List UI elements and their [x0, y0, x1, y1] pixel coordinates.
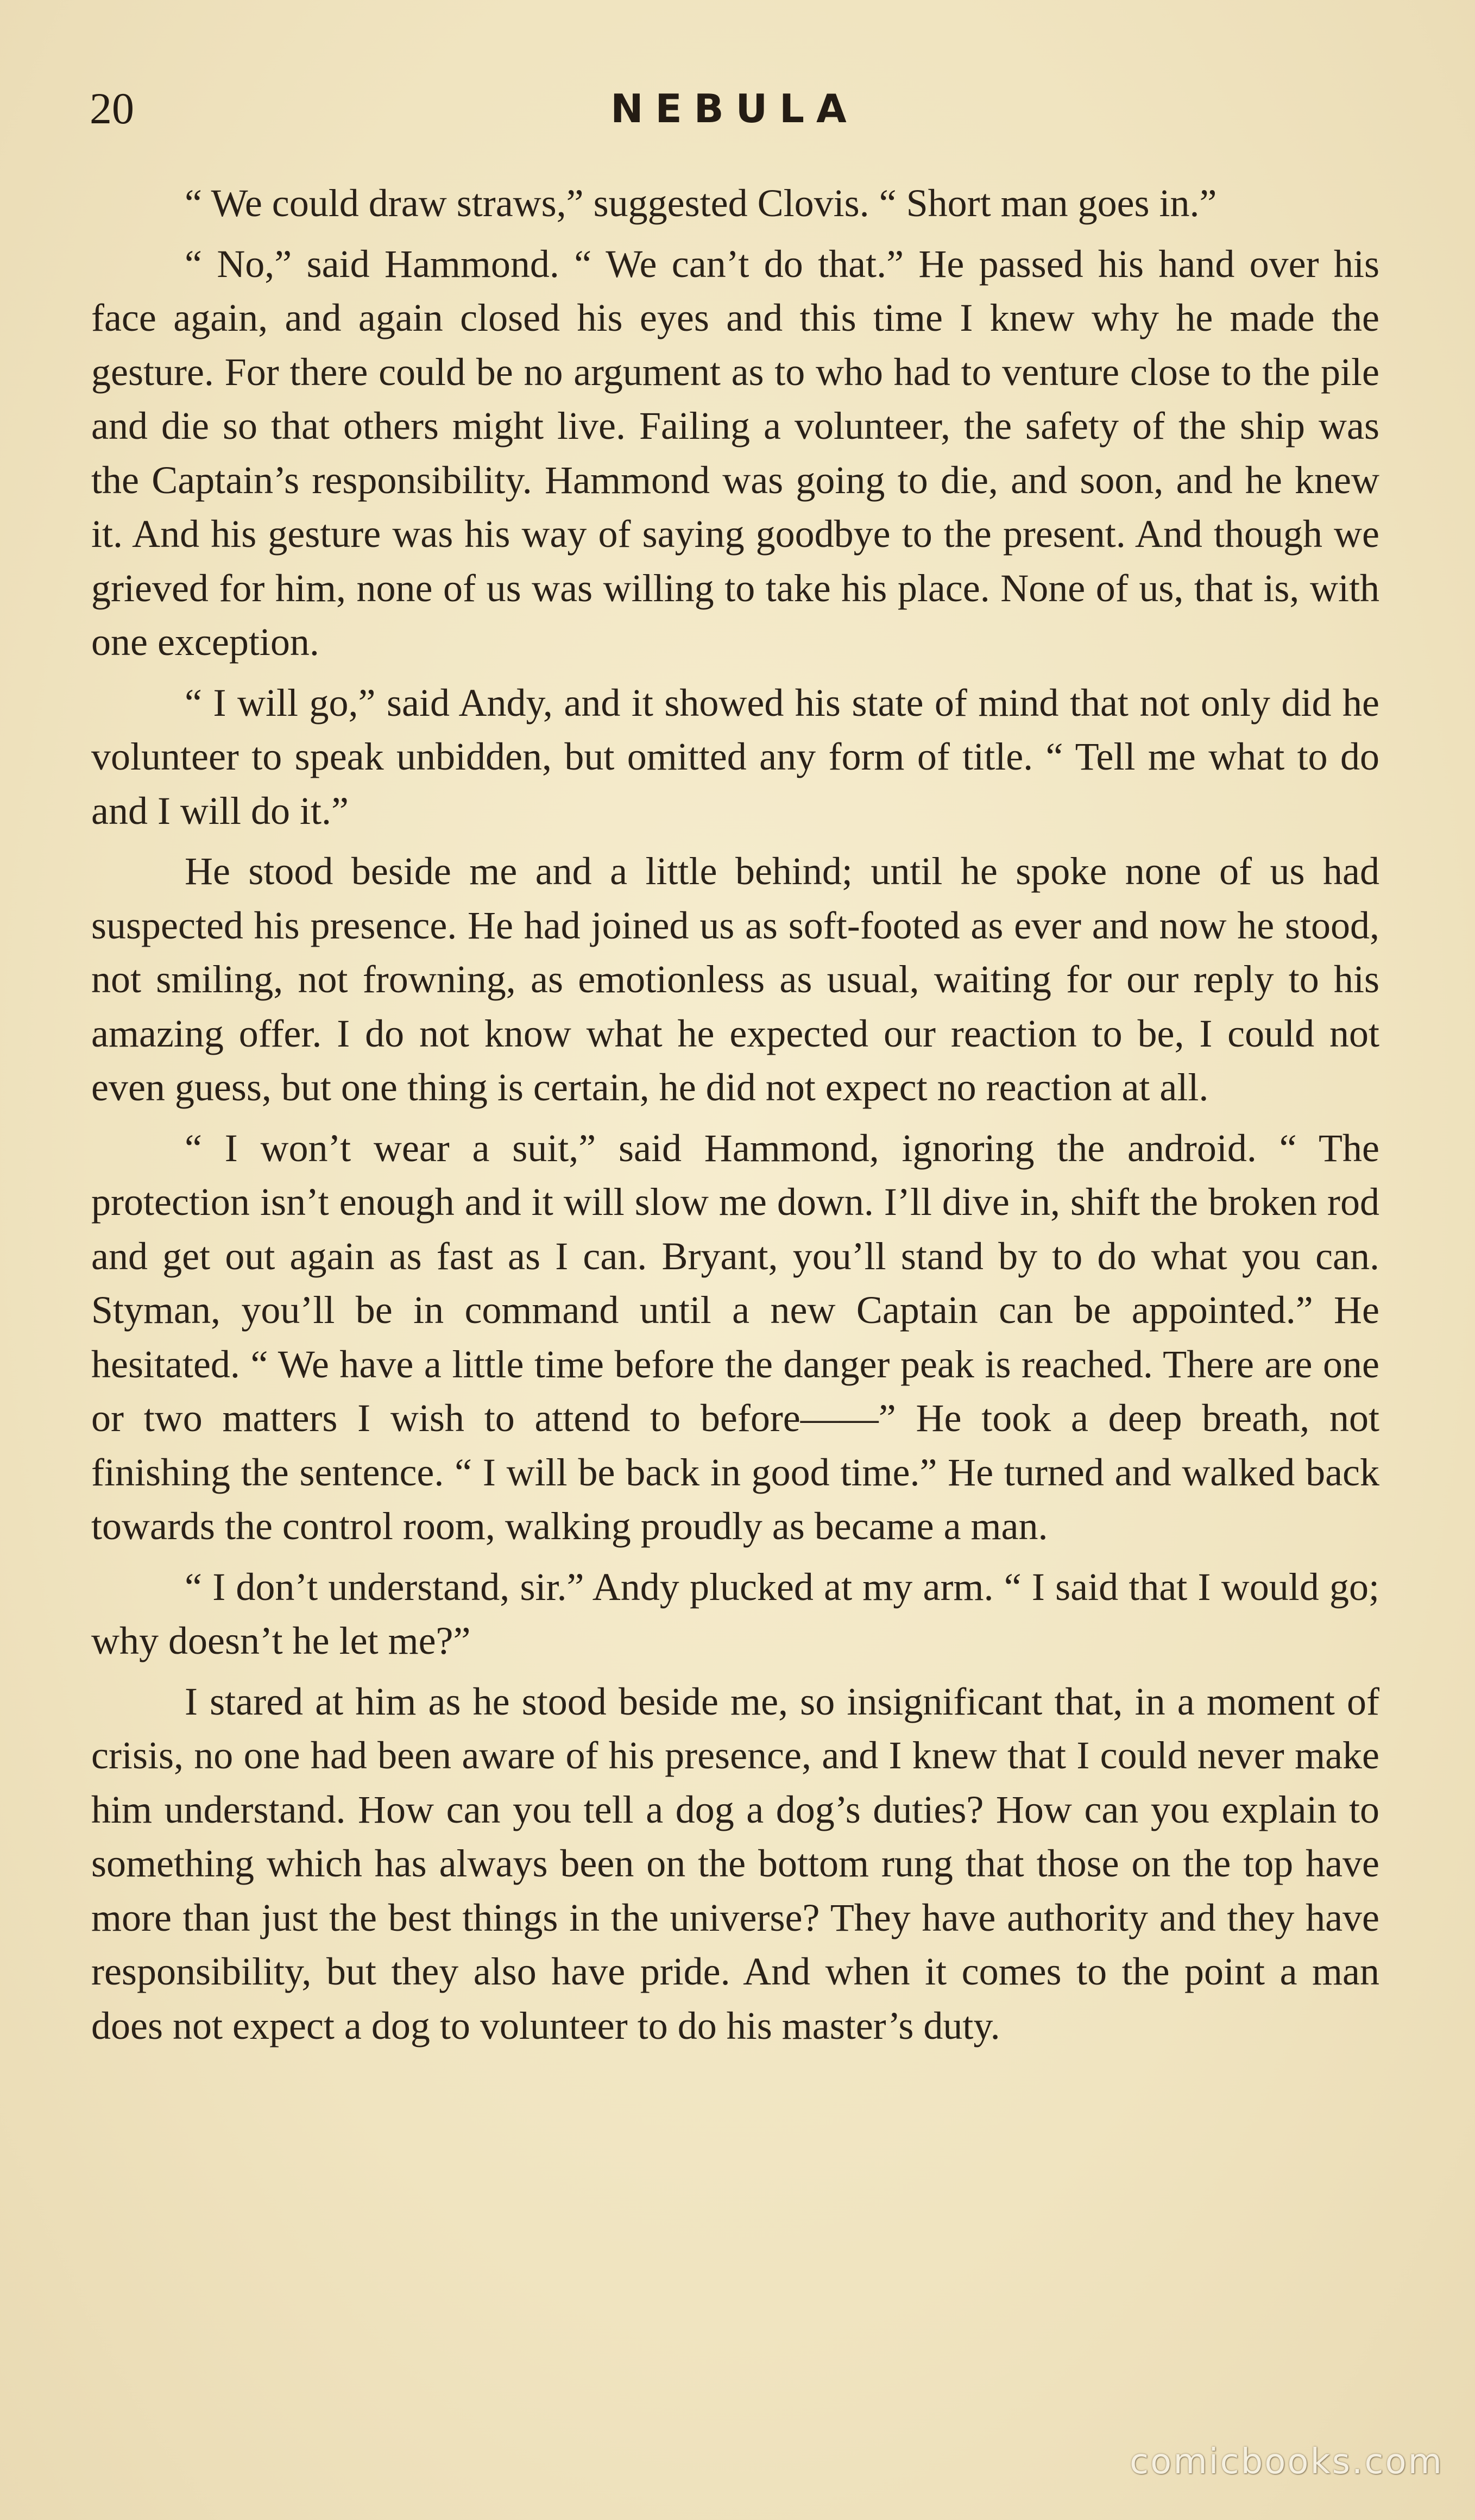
paragraph: “ I will go,” said Andy, and it showed his state of mind that not only did he volunteer to speak unbidden, but omitted any form of title. “ Tell me what to do and I will do it.” [91, 681, 1379, 833]
paragraph: I stared at him as he stood beside me, so insignificant that, in a moment of crisis, no one had been aware of his presence, and I knew that I could never make him understand. How can you tell a dog a dog’s duties? How can you explain to something which has always been on the bottom rung that those on the top have more than just the best things in the universe? They have authority and they have responsibility, but they also have pride. And when it comes to the point a man does not expect a dog to volunteer to do his master’s duty. [91, 1679, 1379, 2048]
paragraph: He stood beside me and a little behind; until he spoke none of us had suspected his presence. He had joined us as soft-footed as ever and now he stood, not smiling, not frowning, as emotionless as usual, waiting for our reply to his amazing offer. I do not know what he expected our reaction to be, I could not even guess, but one thing is certain, he did not expect no reaction at all. [91, 849, 1379, 1109]
paragraph: “ I don’t understand, sir.” Andy plucked at my arm. “ I said that I would go; why doesn’t he let me?” [91, 1565, 1379, 1662]
page-number: 20 [90, 84, 134, 133]
running-head: NEBULA [610, 86, 859, 131]
body-text [91, 177, 1379, 2059]
page-header [90, 81, 1379, 141]
paragraph: “ No,” said Hammond. “ We can’t do that.” He passed his hand over his face again, and again closed his eyes and this time I knew why he made the gesture. For there could be no argument as to who had to venture close to the pile and die so that others might live. Failing a volunteer, the safety of the ship was the Captain’s responsibility. Hammond was going to die, and soon, and he knew it. And his gesture was his way of saying goodbye to the present. And though we grieved for him, none of us was willing to take his place. None of us, that is, with one exception. [91, 242, 1379, 664]
paragraph: “ We could draw straws,” suggested Clovis. “ Short man goes in.” [185, 181, 1217, 225]
watermark: comicbooks.com [1129, 2442, 1444, 2482]
paragraph: “ I won’t wear a suit,” said Hammond, ignoring the android. “ The protection isn’t enough and it will slow me down. I’ll dive in, shift the broken rod and get out again as fast as I can. Bryant, you’ll stand by to do what you can. Styman, you’ll be in command until a new Captain can be appointed.” He hesitated. “ We have a little time before the danger peak is reached. There are one or two matters I wish to attend to before——” He took a deep breath, not finishing the sentence. “ I will be back in good time.” He turned and walked back towards the control room, walking proudly as became a man. [91, 1126, 1379, 1548]
